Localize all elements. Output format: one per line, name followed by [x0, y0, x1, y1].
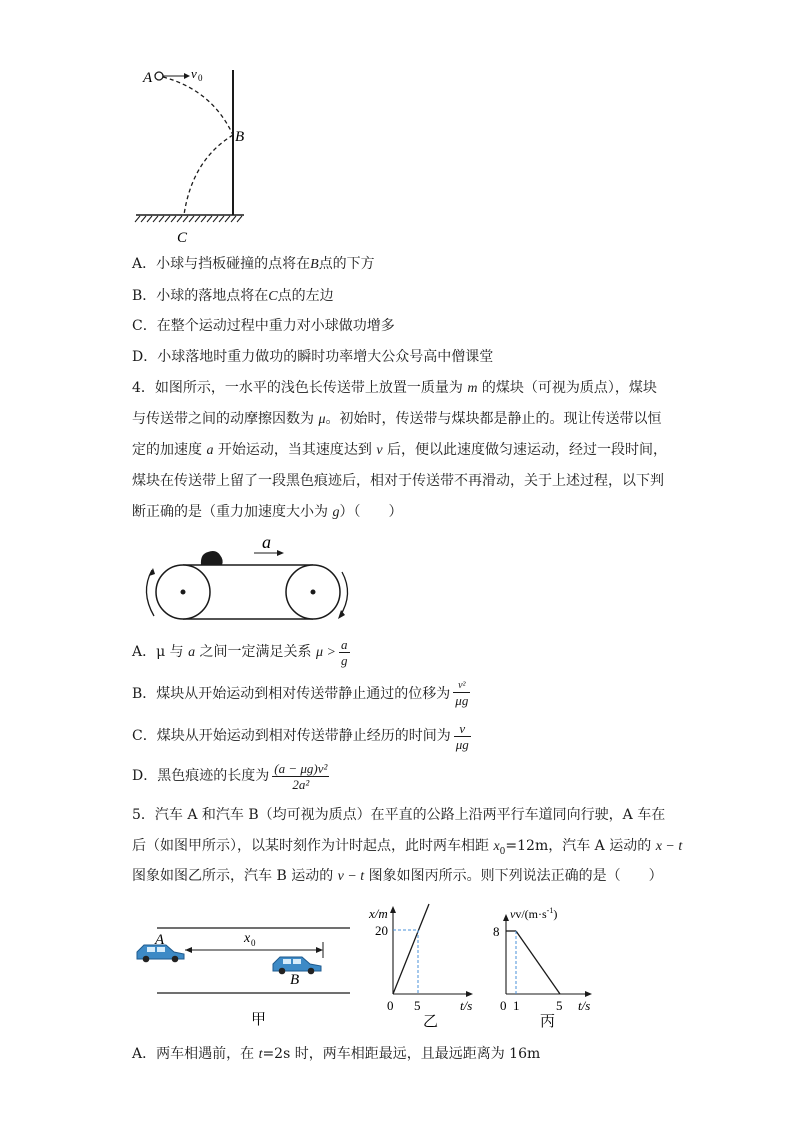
v-t-xtick-1: 1: [513, 998, 520, 1013]
q5-var-xt: x − t: [655, 839, 683, 854]
q4-stem-line3: [132, 440, 667, 461]
v-t-ytick: 8: [493, 924, 500, 939]
road-cars-figure: [130, 912, 360, 1032]
v-t-ylabel-sup: -1: [546, 906, 554, 915]
fraction-numerator: a: [341, 636, 348, 652]
conveyor-belt-figure: [136, 532, 356, 622]
x0-label: x: [244, 931, 251, 946]
q5-text: 后（如图甲所示），以某时刻作为计时起点，此时两车相距: [132, 838, 494, 854]
x-t-xtick: 5: [414, 998, 421, 1013]
q5-text: =12m，汽车 A 运动的: [505, 838, 656, 854]
q5-option-a-var-t: t: [258, 1047, 263, 1062]
q4-text: 4．如图所示，一水平的浅色长传送带上放置一质量为: [132, 380, 468, 396]
car-b-label: B: [290, 972, 300, 988]
fraction-denominator: g: [341, 652, 348, 668]
v-t-graph: [488, 900, 608, 1035]
q5-option-a-tail: =2s 时，两车相距最远，且最远距离为 16m: [262, 1046, 541, 1062]
q3-option-b-var: C: [268, 289, 278, 304]
q5-text: 图象如图乙所示，汽车 B 运动的: [132, 868, 338, 884]
q5-option-a-text: A．两车相遇前，在: [132, 1046, 259, 1062]
q4-option-d-text: D．黑色痕迹的长度为: [132, 768, 270, 784]
q4-text: 。初始时，传送带与煤块都是静止的。现让传送带以恒: [325, 411, 662, 427]
q4-var-g: g: [332, 505, 340, 520]
q4-option-a-text: A．μ 与: [132, 644, 189, 660]
q4-var-v: v: [376, 443, 383, 458]
q4-option-a-relation: μ >: [316, 645, 336, 660]
v-t-ylabel: $vv/(m\cdot s^{-1})$: [510, 906, 558, 921]
car-a-label: A: [155, 932, 165, 948]
q4-text: 定的加速度: [132, 442, 207, 458]
x0-subscript: 0: [251, 938, 256, 948]
q5-text: 图象如图丙所示。则下列说法正确的是（ ）: [364, 868, 663, 884]
q5-var-x0: x: [493, 839, 500, 854]
q4-option-a: [132, 636, 350, 669]
acceleration-label: a: [262, 532, 271, 552]
point-a-label: A: [143, 70, 153, 86]
q4-var-m: m: [467, 381, 478, 396]
fig-bing-caption: 丙: [540, 1014, 556, 1030]
q5-stem-line1: 5．汽车 A 和汽车 B（均可视为质点）在平直的公路上沿两平行车道同向行驶，A 车在: [132, 807, 666, 823]
point-c-label: C: [177, 230, 188, 246]
x-t-graph: [365, 900, 490, 1035]
v0-subscript: 0: [198, 73, 203, 83]
fraction-denominator: μg: [455, 736, 469, 752]
q4-text: 与传送带之间的动摩擦因数为: [132, 411, 319, 427]
q4-stem-line4: 煤块在传送带上留了一段黑色痕迹后，相对于传送带不再滑动，关于上述过程，以下判: [132, 473, 664, 489]
q5-var-x0-sub: 0: [499, 846, 506, 857]
q5-stem-line2: [132, 836, 682, 862]
q4-text: 断正确的是（重力加速度大小为: [132, 504, 333, 520]
q5-var-vt: v − t: [337, 869, 365, 884]
q3-option-a-text: A．小球与挡板碰撞的点将在: [132, 256, 311, 272]
q5-option-a: [132, 1044, 540, 1065]
q4-text: 后，便以此速度做匀速运动，经过一段时间，: [382, 442, 668, 458]
q4-option-d-fraction: [272, 761, 329, 792]
x-t-ytick: 20: [375, 923, 388, 938]
q5-stem-line3: [132, 866, 663, 887]
q4-text: 开始运动，当其速度达到: [213, 442, 377, 458]
fraction-numerator: (a − μg)v²: [274, 760, 328, 776]
q4-text: 的煤块（可视为质点），煤块: [477, 380, 657, 396]
fraction-denominator: μg: [455, 693, 469, 708]
v0-label: v: [191, 66, 197, 81]
fraction-numerator: v: [454, 721, 471, 737]
q4-option-d: [132, 760, 329, 792]
v-t-xtick-5: 5: [556, 998, 563, 1013]
v-t-ylabel-text: v/(m·s: [515, 907, 547, 921]
point-b-label: B: [235, 129, 245, 145]
q3-option-a-var: B: [310, 257, 319, 272]
q4-var-mu: μ: [318, 412, 326, 427]
q4-text: ）（ ）: [339, 504, 403, 520]
x-t-xlabel: t/s: [460, 998, 473, 1013]
fig-jia-caption: 甲: [251, 1012, 267, 1028]
q4-stem-line2: [132, 409, 661, 430]
q3-option-a: [132, 254, 375, 275]
q4-option-b: [132, 678, 470, 710]
projectile-wall-figure: [132, 60, 262, 250]
q4-option-a-var: a: [188, 645, 196, 660]
v-t-xlabel: t/s: [578, 998, 591, 1013]
q4-option-a-fraction: [339, 637, 350, 668]
q4-option-b-text: B．煤块从开始运动到相对传送带静止通过的位移为: [132, 686, 451, 702]
q3-option-a-tail: 点的下方: [318, 256, 375, 272]
q4-var-a: a: [206, 443, 214, 458]
q4-option-c: [132, 720, 471, 752]
q4-stem-line1: [132, 378, 657, 399]
q4-stem-line5: [132, 502, 402, 523]
q4-option-a-text: 之间一定满足关系: [195, 644, 317, 660]
x-t-origin: 0: [387, 998, 394, 1013]
fig-yi-caption: 乙: [423, 1014, 439, 1030]
q3-option-b: [132, 286, 334, 307]
x-t-ylabel: x/m: [369, 906, 388, 921]
fraction-numerator: v²: [453, 680, 470, 693]
q3-option-d: D．小球落地时重力做功的瞬时功率增大公众号高中僧课堂: [132, 349, 494, 365]
q3-option-c: C．在整个运动过程中重力对小球做功增多: [132, 318, 395, 334]
q3-option-b-tail: 点的左边: [277, 288, 334, 304]
fraction-denominator: 2a²: [292, 776, 310, 792]
q4-option-b-fraction: [453, 680, 470, 708]
q4-option-c-text: C．煤块从开始运动到相对传送带静止经历的时间为: [132, 728, 451, 744]
v-t-ylabel-end: ): [553, 907, 558, 921]
v-t-origin: 0: [500, 998, 507, 1013]
q4-option-c-fraction: [454, 721, 471, 752]
q3-option-b-text: B．小球的落地点将在: [132, 288, 269, 304]
